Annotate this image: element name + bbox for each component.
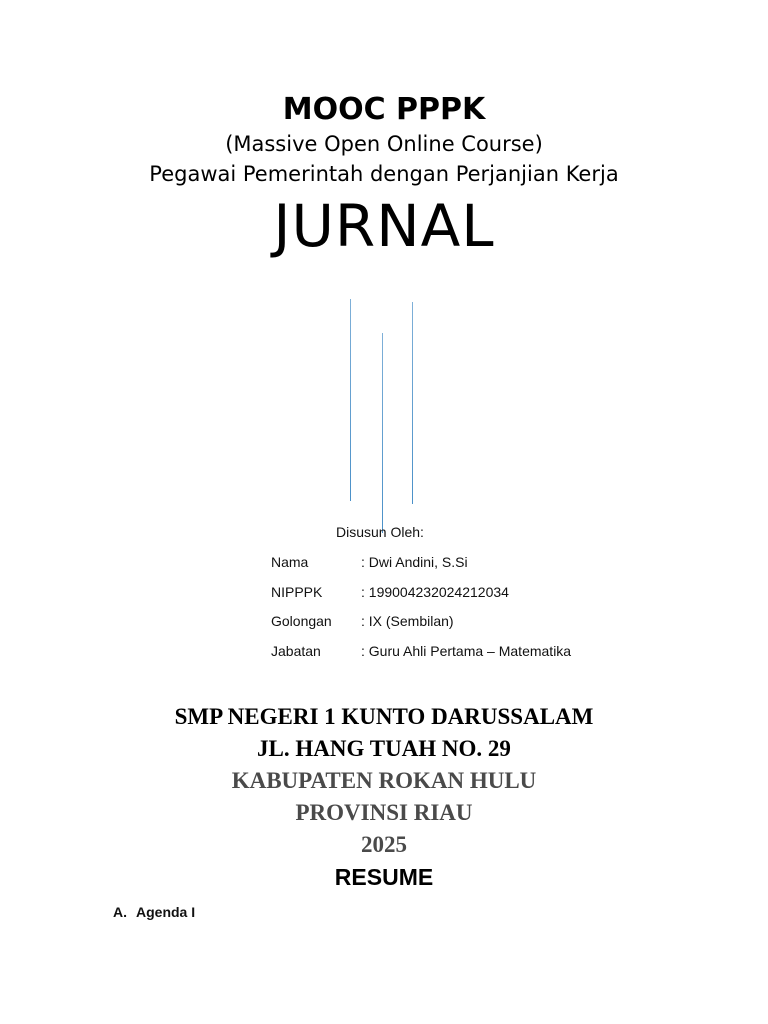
year: 2025: [361, 832, 407, 857]
author-row-jabatan: [271, 642, 571, 660]
document-type-heading: JURNAL: [273, 192, 495, 260]
decorative-line-left: [350, 299, 351, 501]
author-label: Golongan: [271, 613, 332, 629]
decorative-line-center: [382, 333, 383, 533]
agenda-marker: A.: [113, 904, 127, 920]
decorative-line-right: [412, 302, 413, 504]
author-value: : IX (Sembilan): [361, 613, 454, 629]
resume-heading: RESUME: [334, 864, 434, 890]
subtitle-line-2: Pegawai Pemerintah dengan Perjanjian Kerja: [149, 162, 619, 186]
author-label: NIPPPK: [271, 584, 323, 600]
author-row-name: [271, 553, 468, 571]
author-value: : Guru Ahli Pertama – Matematika: [361, 643, 572, 659]
author-heading: Disusun Oleh:: [336, 524, 424, 540]
regency-name: KABUPATEN ROKAN HULU: [231, 768, 537, 793]
author-label: Nama: [271, 554, 309, 570]
subtitle-line-1: (Massive Open Online Course): [225, 132, 543, 156]
school-address: JL. HANG TUAH NO. 29: [257, 736, 511, 761]
main-title: MOOC PPPK: [282, 92, 486, 127]
author-row-nipppk: [271, 583, 509, 601]
agenda-item: [113, 903, 195, 921]
author-label: Jabatan: [271, 643, 321, 659]
author-value: : Dwi Andini, S.Si: [361, 554, 468, 570]
province-name: PROVINSI RIAU: [295, 800, 473, 825]
agenda-label: Agenda I: [136, 904, 196, 920]
author-row-golongan: [271, 612, 454, 630]
author-value: : 199004232024212034: [361, 584, 509, 600]
school-name: SMP NEGERI 1 KUNTO DARUSSALAM: [174, 704, 594, 729]
